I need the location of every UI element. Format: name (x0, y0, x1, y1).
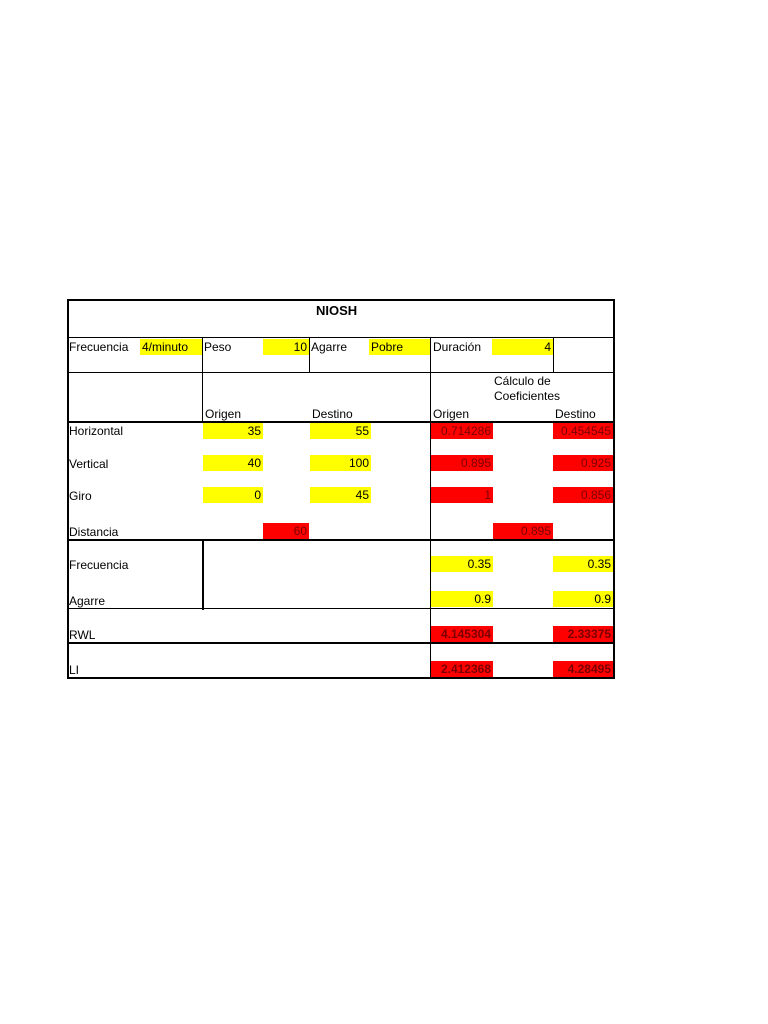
rwl-origen-value: 4.145304 (431, 626, 493, 642)
row-divider-params (67, 372, 615, 373)
giro-label: Giro (69, 489, 92, 503)
agarre-destino-coef: 0.9 (553, 591, 613, 607)
frecuencia-row-label: Frecuencia (69, 558, 129, 572)
giro-destino-coef: 0.856 (553, 487, 613, 503)
coef-destino-header: Destino (555, 407, 596, 421)
giro-destino-input[interactable]: 45 (310, 487, 371, 503)
frecuencia-destino-coef: 0.35 (553, 556, 613, 572)
giro-origen-input[interactable]: 0 (203, 487, 263, 503)
li-destino-value: 4.28495 (553, 661, 613, 677)
destino-header: Destino (312, 407, 353, 421)
frecuencia-param-value[interactable]: 4/minuto (140, 339, 202, 355)
peso-label: Peso (204, 340, 232, 354)
horizontal-origen-coef: 0.714286 (431, 423, 493, 439)
table-border-top (67, 299, 615, 301)
duracion-value[interactable]: 4 (492, 339, 553, 355)
origen-header: Origen (205, 407, 242, 421)
distancia-coef: 0.895 (493, 523, 553, 539)
agarre-param-label: Agarre (311, 340, 348, 354)
distancia-input[interactable]: 60 (263, 523, 309, 539)
row-divider-distancia (67, 539, 615, 541)
frecuencia-param-label: Frecuencia (69, 340, 129, 354)
row-divider-title (67, 337, 615, 338)
horizontal-origen-input[interactable]: 35 (203, 423, 263, 439)
rwl-label: RWL (69, 628, 96, 642)
agarre-row-label: Agarre (69, 594, 106, 608)
coef-origen-header: Origen (433, 407, 470, 421)
calculo-header-line2: Coeficientes (494, 389, 561, 403)
col-divider-2 (309, 337, 310, 372)
table-border-right (613, 299, 615, 679)
vertical-origen-coef: 0.895 (431, 455, 493, 471)
duracion-label: Duración (433, 340, 482, 354)
calculo-header-line1: Cálculo de (494, 374, 551, 388)
table-title: NIOSH (316, 303, 358, 318)
li-label: LI (69, 663, 80, 677)
frecuencia-origen-coef: 0.35 (431, 556, 493, 572)
vertical-origen-input[interactable]: 40 (203, 455, 263, 471)
agarre-param-value[interactable]: Pobre (369, 339, 430, 355)
distancia-label: Distancia (69, 525, 119, 539)
peso-value[interactable]: 10 (263, 339, 309, 355)
giro-origen-coef: 1 (431, 487, 493, 503)
li-origen-value: 2.412368 (431, 661, 493, 677)
rwl-destino-value: 2.33375 (553, 626, 613, 642)
vertical-label: Vertical (69, 457, 109, 471)
row-divider-agarre (67, 608, 615, 609)
agarre-origen-coef: 0.9 (431, 591, 493, 607)
horizontal-destino-coef: 0.454545 (553, 423, 613, 439)
col-divider-4 (553, 337, 554, 372)
col-divider-1 (202, 337, 203, 423)
horizontal-label: Horizontal (69, 424, 124, 438)
col-divider-1b (202, 539, 204, 610)
vertical-destino-input[interactable]: 100 (310, 455, 371, 471)
table-border-bottom (67, 677, 615, 679)
row-divider-rwl (67, 642, 615, 644)
horizontal-destino-input[interactable]: 55 (310, 423, 371, 439)
vertical-destino-coef: 0.925 (553, 455, 613, 471)
